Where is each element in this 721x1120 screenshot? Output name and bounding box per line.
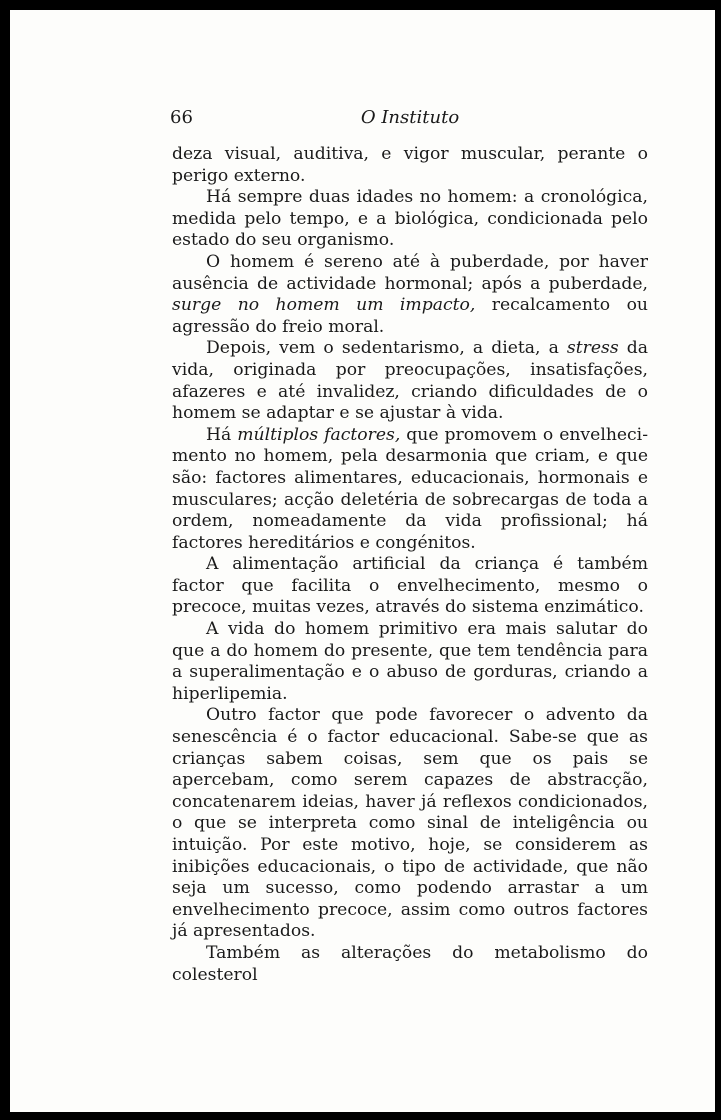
text-segment: que promovem o envelhecimento no homem, pela desarmonia que criam, e que são: factores alimentares, educacionais, hormonais e musculares; acção deletéria de sobrecargas de toda a ordem, nomeadamente da vida profissional; há factores hereditários e congénitos. — [172, 424, 648, 553]
text-segment: Depois, vem o sedentarismo, a dieta, a — [206, 338, 567, 359]
text-segment: recalcamento ou agressão do freio moral. — [172, 295, 648, 337]
text-segment: A vida do homem primitivo era mais salutar do que a do homem do presente, que tem tendência para a superalimentação e o abuso de gorduras, criando a hiperlipemia. — [172, 619, 648, 704]
italic-text: surge no homem um impacto, — [172, 295, 476, 316]
paragraph — [172, 187, 648, 252]
paragraph — [172, 619, 648, 705]
paragraph — [172, 554, 648, 619]
text-segment: Há — [206, 424, 238, 445]
page-number: 66 — [170, 107, 193, 128]
text-segment: Outro factor que pode favorecer o advento da senescência é o factor educacional. Sabe-se que as crianças sabem coisas, sem que os pais se apercebam, como serem capazes de abstracção, concatenarem ideias, haver já reflexos condicionados, o que se interpreta como sinal de inteligência ou intuição. Por este motivo, hoje, se considerem as inibições educacionais, o tipo de actividade, que não seja um sucesso, como podendo arrastar a um envelhecimento precoce, assim como outros factores já apresentados. — [172, 705, 648, 942]
paragraph — [172, 943, 648, 986]
italic-text: múltiplos factores, — [237, 424, 401, 445]
text-segment: O homem é sereno até à puberdade, por haver ausência de actividade hormonal; após a puberdade, — [172, 251, 648, 294]
paragraph — [172, 425, 648, 555]
text-segment: deza visual, auditiva, e vigor muscular, perante o perigo externo. — [172, 144, 648, 186]
page-header — [170, 107, 650, 131]
body-text — [172, 144, 648, 986]
paragraph — [172, 705, 648, 943]
italic-text: stress — [566, 338, 619, 359]
paragraph — [172, 144, 648, 187]
paragraph — [172, 338, 648, 424]
text-segment: Também as alterações do metabolismo do colesterol — [172, 942, 648, 985]
paragraph — [172, 252, 648, 338]
text-segment: da vida, originada por preocupações, insatisfações, afazeres e até invalidez, criando dificuldades de o homem se adaptar e se ajustar à vida. — [172, 338, 648, 424]
book-page — [10, 10, 715, 1112]
text-segment: Há sempre duas idades no homem: a cronológica, medida pelo tempo, e a biológica, condicionada pelo estado do seu organismo. — [172, 187, 648, 251]
text-segment: A alimentação artificial da criança é também factor que facilita o envelhecimento, mesmo o precoce, muitas vezes, através do sistema enzimático. — [172, 554, 648, 618]
running-title: O Instituto — [360, 107, 460, 128]
